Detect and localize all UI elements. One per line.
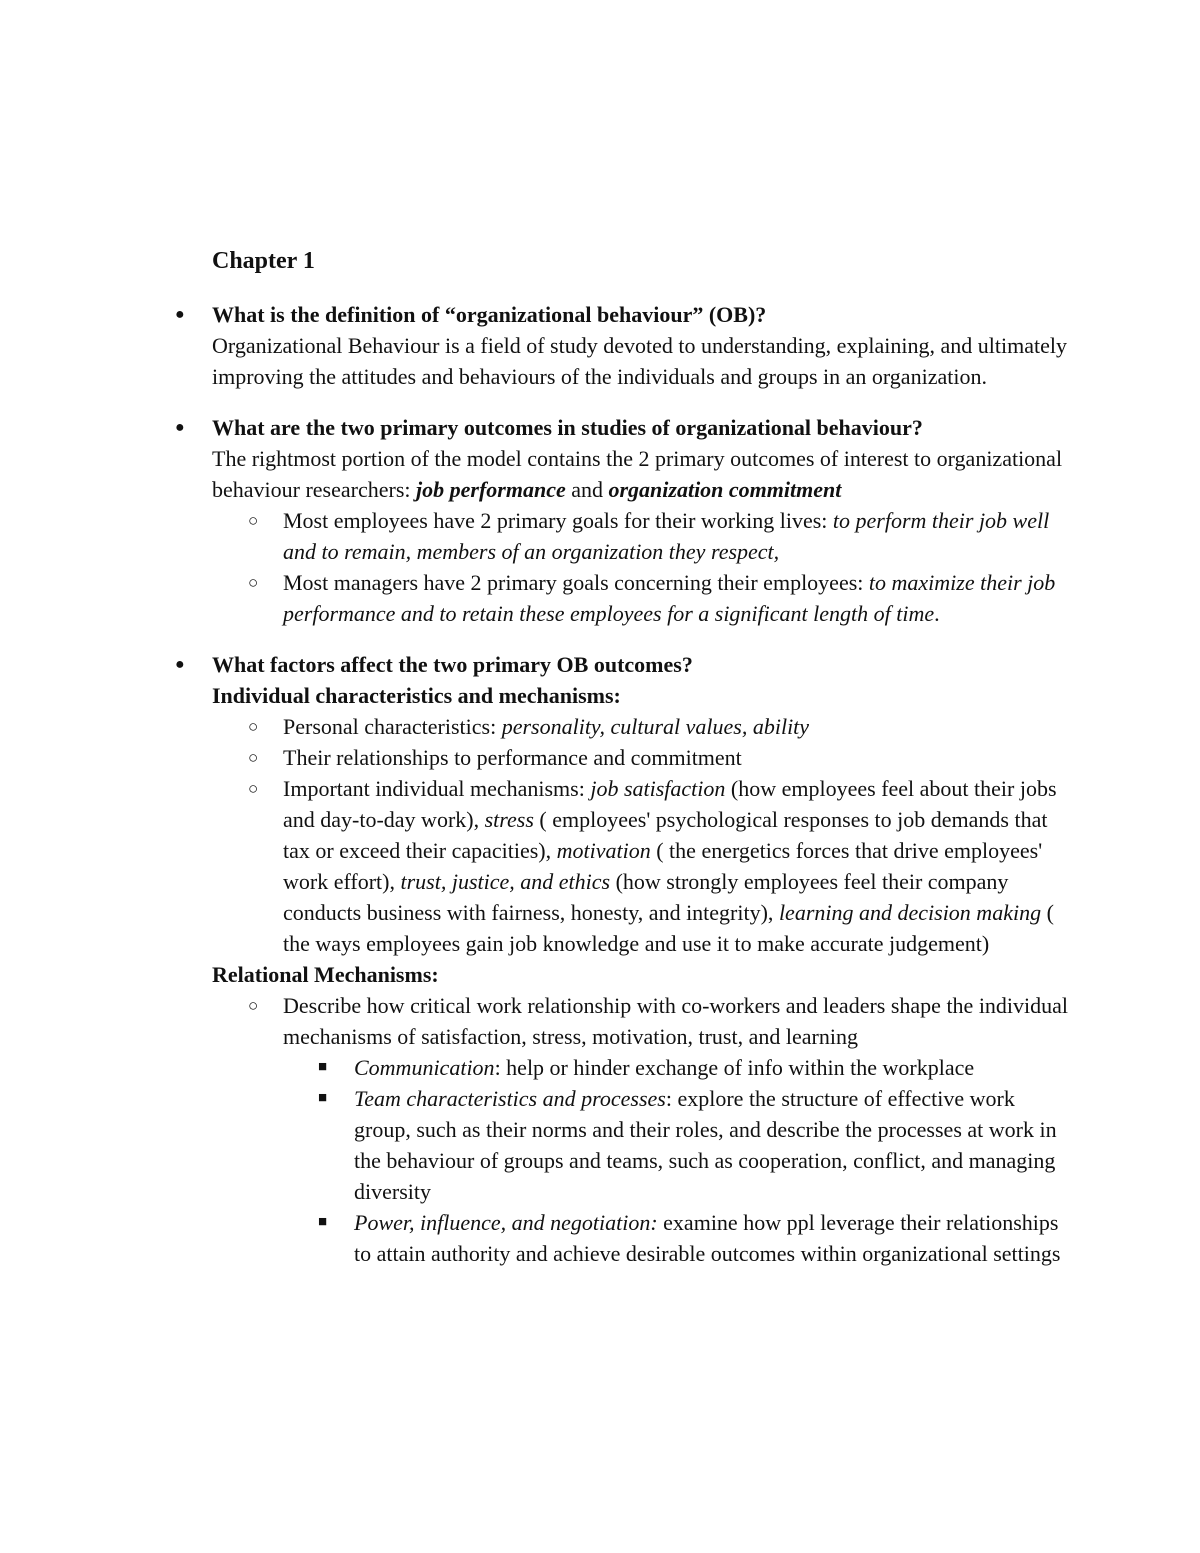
list-item-text: ( employees' psychological responses to job demands that tax or exceed their capacities),	[283, 807, 1048, 863]
answer-text: and	[565, 477, 609, 502]
bullet-square-icon: ■	[318, 1214, 328, 1230]
list-item-emphasis: to maximize their job performance and to retain these employees for a significant length of time	[283, 570, 1056, 626]
question-section-definition	[175, 299, 1072, 392]
document-content	[175, 243, 1072, 1289]
bullet-disc-icon: ●	[175, 419, 185, 436]
list-item-text: examine how ppl leverage their relationships to attain authority and achieve desirable outcomes within organizational settings	[354, 1210, 1061, 1266]
relational-list	[212, 990, 1072, 1052]
answer-text: The rightmost portion of the model contains the 2 primary outcomes of interest to organizational behaviour researchers:	[212, 446, 1063, 502]
list-item-emphasis: personality, cultural values, ability	[501, 714, 810, 739]
list-item	[212, 1083, 1072, 1207]
bullet-disc-icon: ●	[175, 306, 185, 323]
individual-list	[212, 711, 1072, 959]
question-text: What are the two primary outcomes in studies of organizational behaviour?	[212, 415, 923, 440]
list-item-text: Most managers have 2 primary goals concerning their employees:	[283, 570, 869, 595]
bullet-circle-icon: ○	[248, 748, 259, 767]
relational-sublist	[212, 1052, 1072, 1269]
question-text: What is the definition of “organizational behaviour” (OB)?	[212, 302, 767, 327]
emphasis-job-performance: job performance	[416, 477, 566, 502]
bullet-square-icon: ■	[318, 1090, 328, 1106]
individual-heading: Individual characteristics and mechanisms:	[212, 683, 621, 708]
answer-paragraph: Organizational Behaviour is a field of study devoted to understanding, explaining, and ultimately improving the attitudes and behaviours of the individuals and groups in an organization.	[212, 333, 1067, 389]
chapter-title: Chapter 1	[212, 248, 315, 274]
list-item-text: .	[934, 601, 940, 626]
question-heading	[175, 299, 1072, 330]
list-item	[212, 505, 1072, 567]
list-item	[212, 742, 1072, 773]
list-item-emphasis: Communication	[354, 1055, 495, 1080]
list-item	[212, 773, 1072, 959]
question-section-factors	[175, 649, 1072, 1269]
list-item	[212, 567, 1072, 629]
list-item-emphasis: Team characteristics and processes	[354, 1086, 666, 1111]
bullet-circle-icon: ○	[248, 779, 259, 798]
relational-heading: Relational Mechanisms:	[212, 962, 439, 987]
list-item	[212, 1207, 1072, 1269]
bullet-circle-icon: ○	[248, 573, 259, 592]
bullet-disc-icon: ●	[175, 656, 185, 673]
list-item-text: Most employees have 2 primary goals for their working lives:	[283, 508, 833, 533]
bullet-circle-icon: ○	[248, 996, 259, 1015]
list-item-emphasis: motivation	[556, 838, 651, 863]
list-item-text: Important individual mechanisms:	[283, 776, 591, 801]
question-section-outcomes	[175, 412, 1072, 629]
list-item-text: Personal characteristics:	[283, 714, 502, 739]
list-item-text: ( the ways employees gain job knowledge and use it to make accurate judgement)	[283, 900, 1054, 956]
question-heading	[175, 649, 1072, 680]
list-item-text: (how employees feel about their jobs and day-to-day work),	[283, 776, 1057, 832]
bullet-circle-icon: ○	[248, 717, 259, 736]
list-item-emphasis: learning and decision making	[778, 900, 1042, 925]
bullet-circle-icon: ○	[248, 511, 259, 530]
list-item-text: Their relationships to performance and commitment	[283, 745, 742, 770]
sub-list	[212, 505, 1072, 629]
list-item-emphasis: stress	[484, 807, 534, 832]
list-item-text: Describe how critical work relationship with co-workers and leaders shape the individual mechanisms of satisfaction, stress, motivation, trust, and learning	[283, 993, 1069, 1049]
question-text: What factors affect the two primary OB outcomes?	[212, 652, 693, 677]
list-item-text: ( the energetics forces that drive employees' work effort),	[283, 838, 1043, 894]
list-item	[212, 1052, 1072, 1083]
question-heading	[175, 412, 1072, 443]
list-item-text: : explore the structure of effective work group, such as their norms and their roles, and describe the processes at work in the behaviour of groups and teams, such as cooperation, conflict, and managing diversity	[354, 1086, 1057, 1204]
list-item-emphasis: Power, influence, and negotiation:	[354, 1210, 658, 1235]
list-item-text: (how strongly employees feel their company conducts business with fairness, honesty, and integrity),	[283, 869, 1009, 925]
list-item-emphasis: trust, justice, and ethics	[400, 869, 611, 894]
emphasis-organization-commitment: organization commitment	[608, 477, 842, 502]
answer-paragraph	[212, 443, 1072, 505]
list-item-text: : help or hinder exchange of info within the workplace	[494, 1055, 975, 1080]
list-item	[212, 711, 1072, 742]
list-item	[212, 990, 1072, 1052]
bullet-square-icon: ■	[318, 1059, 328, 1075]
list-item-emphasis: to perform their job well and to remain, members of an organization they respect,	[283, 508, 1050, 564]
list-item-emphasis: job satisfaction	[590, 776, 726, 801]
